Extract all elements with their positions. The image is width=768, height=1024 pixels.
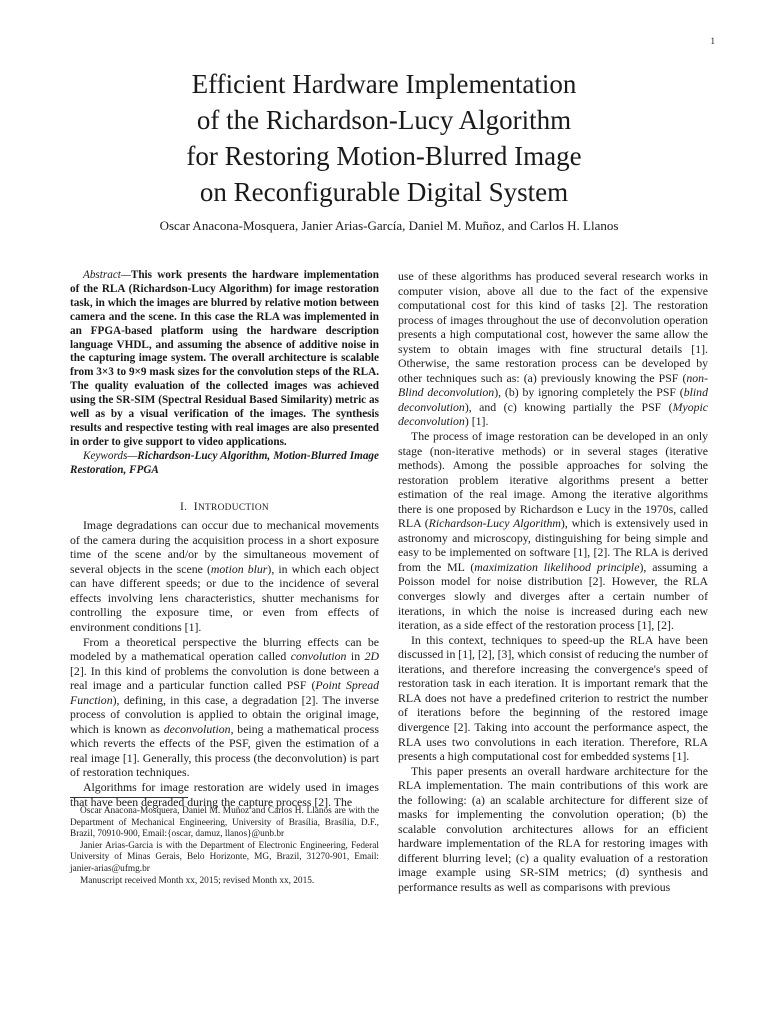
footnotes <box>70 797 379 887</box>
right-column <box>398 269 708 895</box>
footnote: Oscar Anacona-Mosquera, Daniel M. Muñoz and Carlos H. Llanos are with the Department of Mechanical Engineering, University of Brasília, Brasília, D.F., Brazil, 70910-900, Email:{oscar, damuz, llanos}@unb.br <box>70 806 379 840</box>
footnote: Manuscript received Month xx, 2015; revised Month xx, 2015. <box>80 875 315 886</box>
title-line: of the Richardson-Lucy Algorithm <box>196 105 572 135</box>
paragraph: Image degradations can occur due to mechanical movements of the camera during the acquisition process in a short exposure time of the scene and/or by the simultaneous movement of several objects in the scene (motion blur), in which each object can have different speeds; or due to the incidence of several effects involving lens characteristics, shutter mechanisms for controlling the exposure time, or even from effects of environment conditions [1]. <box>70 518 379 634</box>
abstract-label: Abstract— <box>83 269 131 281</box>
footnote: Janier Arias-Garcia is with the Department of Electronic Engineering, Federal University of Minas Gerais, Belo Horizonte, MG, Brazil, 31270-901, Email: janier-arias@ufmg.br <box>70 840 379 874</box>
paragraph: From a theoretical perspective the blurring effects can be modeled by a mathematical operation called convolution in 2D [2]. In this kind of problems the convolution is done between a real image and a particular function called PSF (Point Spread Function), defining, in this case, a degradation [2]. The inverse process of convolution is applied to obtain the original image, which is known as deconvolution, being a mathematical process which reverts the effects of the PSF, given the estimation of a real image [1]. Generally, this process (the deconvolution) is part of restoration techniques. <box>70 634 379 780</box>
paragraph: use of these algorithms has produced several research works in computer vision, above all due to the fact of the expensive computational cost for this kind of tasks [2]. The restoration process of images throughout the use of deconvolution operation presents a high computational cost, however the same allow the system to obtain images with fine structural details [1]. Otherwise, the same restoration process can be developed by other techniques such as: (a) previously knowing the PSF (non-Blind deconvolution), (b) by ignoring completely the PSF (blind deconvolution), and (c) knowing partially the PSF (Myopic deconvolution) [1]. <box>398 269 708 429</box>
paper-title <box>0 66 768 210</box>
footnote-rule <box>70 797 188 798</box>
left-column <box>70 269 379 809</box>
keywords <box>70 450 379 478</box>
keywords-label: Keywords— <box>83 449 138 462</box>
abstract-text: This work presents the hardware implementation of the RLA (Richardson-Lucy Algorithm) for image restoration task, in which the images are blurred by relative motion between camera and the scene. In this case the RLA was implemented in an FPGA-based platform using the hardware description language VHDL, and assuming the absence of additive noise in the capturing image system. The overall architecture is scalable from 3×3 to 9×9 mask sizes for the convolution steps of the RLA. The quality evaluation of the collected images was achieved using the SR-SIM (Spectral Residual Based Similarity) metric as well as by a visual verification of the images. The synthesis results and respective testing with real images are also presented in order to give support to video applications. <box>70 269 379 448</box>
paragraph: The process of image restoration can be developed in an only stage (non-iterative methods) or in several stages (iterative methods). Among the possible approaches for solving the restoration problem iterative algorithms present a better estimation of the real image. Among the iterative algorithms there is one proposed by Richardson e Lucy in the 1970s, called RLA (Richardson-Lucy Algorithm), which is extensively used in astronomy and microscopy, distinguishing for being simple and easy to be implemented on software [1], [2]. The RLA is derived from the ML (maximization likelihood principle), assuming a Poisson model for noise distribution [2]. However, the RLA converges slowly and diverges after a certain number of iterations, in which the noise is increased during each new iteration, as a side effect of the restoration process [1], [2]. <box>398 429 708 633</box>
paragraph: In this context, techniques to speed-up the RLA have been discussed in [1], [2], [3], which consist of reducing the number of iterations, and therefore increasing the convergence's speed of restoration task in each iteration. It is important remark that the RLA does not have a predefined criterion to restrict the number of iterations before the beginning of the restored image divergence [2]. Taking into account the performance aspect, the RLA uses two convolutions in each iteration. Therefore, RLA presents a high computational cost for embedded systems [1]. <box>398 632 708 764</box>
abstract <box>70 269 379 450</box>
paragraph: This paper presents an overall hardware architecture for the RLA implementation. The main contributions of this work are the following: (a) an scalable architecture for different size of masks for implementing the convolution operation; (b) the scalable convolution architectures allows for an efficient hardware implementation of the RLA for restoring images with different blurring level; (c) a quality evaluation of a restoration image example using SR-SIM metrics; (d) synthesis and performance results as well as comparisons with previous <box>398 763 708 894</box>
keywords-text: Richardson-Lucy Algorithm, Motion-Blurred Image Restoration, FPGA <box>70 449 379 476</box>
section-heading-introduction: I. INTRODUCTION <box>180 499 269 513</box>
page-number: 1 <box>710 36 715 46</box>
paragraph: Algorithms for image restoration are widely used in images that have been degraded during the capture process [2]. The <box>70 779 379 809</box>
title-line: for Restoring Motion-Blurred Image <box>186 141 582 171</box>
title-line: on Reconfigurable Digital System <box>199 177 569 207</box>
title-line: Efficient Hardware Implementation <box>191 69 577 99</box>
author-list: Oscar Anacona-Mosquera, Janier Arias-García, Daniel M. Muñoz, and Carlos H. Llanos <box>159 218 619 233</box>
